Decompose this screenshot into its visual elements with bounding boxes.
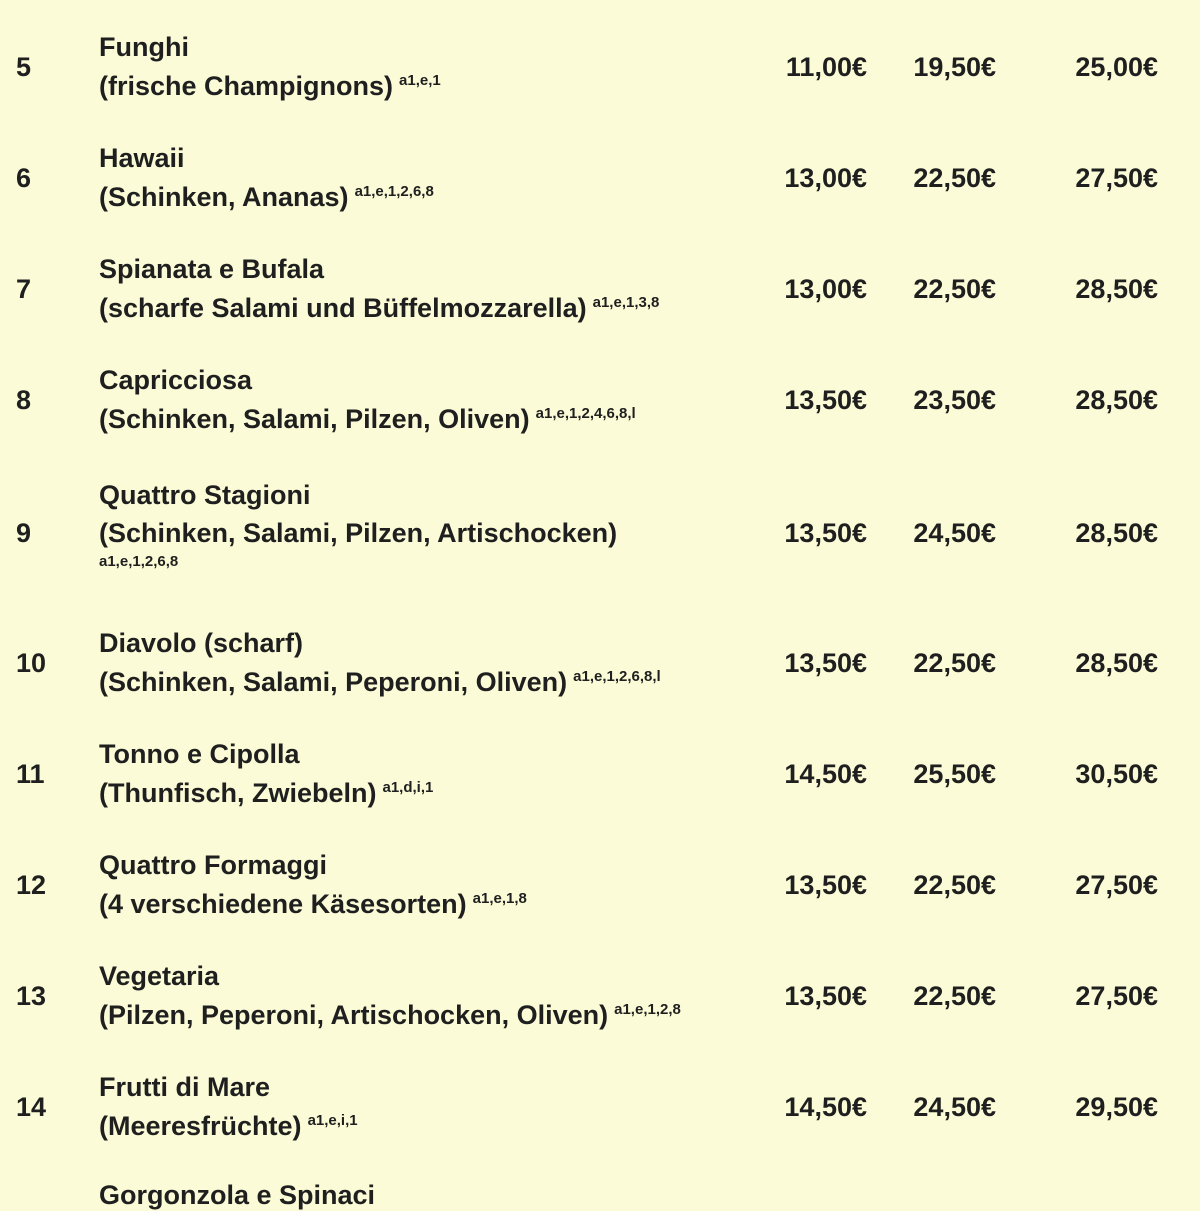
- price-small: 13,50€: [784, 385, 867, 415]
- price-medium: 23,50€: [913, 385, 996, 415]
- allergen-codes: a1,e,1,2,8: [614, 1001, 681, 1018]
- price-small: 13,50€: [784, 648, 867, 678]
- price-small: 13,00€: [784, 163, 867, 193]
- item-name: Vegetaria: [99, 961, 220, 991]
- item-description: [99, 888, 527, 925]
- price-medium: 19,50€: [913, 52, 996, 82]
- item-number: 5: [16, 52, 32, 82]
- item-description: [99, 181, 434, 218]
- price-medium: 22,50€: [913, 648, 996, 678]
- item-description: [99, 70, 441, 107]
- item-description: (Schinken, Salami, Pilzen, Artischocken): [99, 518, 618, 548]
- price-small: 13,50€: [784, 870, 867, 900]
- item-number: 14: [16, 1092, 47, 1122]
- price-medium: 22,50€: [913, 274, 996, 304]
- price-large: 28,50€: [1075, 274, 1158, 304]
- price-large: 30,50€: [1075, 759, 1158, 789]
- item-name: Gorgonzola e Spinaci: [99, 1180, 376, 1210]
- price-large: 25,00€: [1075, 52, 1158, 82]
- item-number: 13: [16, 981, 47, 1011]
- allergen-codes: a1,d,i,1: [382, 779, 434, 796]
- item-name: Tonno e Cipolla: [99, 739, 300, 769]
- price-large: 28,50€: [1075, 518, 1158, 548]
- price-small: 14,50€: [784, 759, 867, 789]
- price-small: 13,50€: [784, 981, 867, 1011]
- price-large: 27,50€: [1075, 870, 1158, 900]
- item-description: [99, 999, 681, 1036]
- price-small: 14,50€: [784, 1092, 867, 1122]
- allergen-codes: a1,e,1,8: [472, 890, 527, 907]
- allergen-codes: a1,e,1,3,8: [592, 294, 660, 311]
- price-large: 28,50€: [1075, 385, 1158, 415]
- item-description-text: (4 verschiedene Käsesorten): [99, 889, 467, 919]
- price-large: 29,50€: [1075, 1092, 1158, 1122]
- allergen-codes: a1,e,1,2,6,8: [99, 553, 179, 570]
- item-number: 8: [16, 385, 32, 415]
- allergen-codes: a1,e,1: [399, 72, 441, 89]
- item-description-text: (Meeresfrüchte): [99, 1111, 302, 1141]
- allergen-codes: a1,e,1,2,6,8,l: [573, 668, 661, 685]
- item-number: 11: [16, 759, 45, 789]
- allergen-codes: a1,e,1,2,6,8: [354, 183, 434, 200]
- price-large: 27,50€: [1075, 163, 1158, 193]
- item-number: 9: [16, 518, 32, 548]
- price-large: 27,50€: [1075, 981, 1158, 1011]
- price-medium: 22,50€: [913, 163, 996, 193]
- item-name: Hawaii: [99, 143, 185, 173]
- allergen-codes: a1,e,1,2,4,6,8,l: [535, 405, 636, 422]
- item-description-text: (frische Champignons): [99, 71, 394, 101]
- price-medium: 22,50€: [913, 981, 996, 1011]
- item-name: Diavolo (scharf): [99, 628, 304, 658]
- allergen-codes: a1,e,i,1: [307, 1112, 358, 1129]
- price-medium: 25,50€: [913, 759, 996, 789]
- item-name: Capricciosa: [99, 365, 253, 395]
- item-description-text: (Thunfisch, Zwiebeln): [99, 778, 377, 808]
- item-description: [99, 292, 659, 329]
- price-medium: 22,50€: [913, 870, 996, 900]
- item-description-text: (scharfe Salami und Büffelmozzarella): [99, 293, 587, 323]
- item-description-text: (Schinken, Salami, Pilzen, Oliven): [99, 404, 530, 434]
- price-large: 28,50€: [1075, 648, 1158, 678]
- price-small: 11,00€: [785, 52, 867, 82]
- item-name: Funghi: [99, 32, 189, 62]
- price-medium: 24,50€: [913, 1092, 996, 1122]
- item-description-text: (Pilzen, Peperoni, Artischocken, Oliven): [99, 1000, 609, 1030]
- item-name: Frutti di Mare: [99, 1072, 271, 1102]
- price-small: 13,00€: [784, 274, 867, 304]
- price-small: 13,50€: [784, 518, 867, 548]
- item-name: Quattro Stagioni: [99, 480, 311, 510]
- price-medium: 24,50€: [913, 518, 996, 548]
- item-description: [99, 777, 433, 814]
- item-description-text: (Schinken, Ananas): [99, 182, 349, 212]
- item-name: Spianata e Bufala: [99, 254, 325, 284]
- item-name: Quattro Formaggi: [99, 850, 327, 880]
- item-description: [99, 403, 636, 440]
- item-description: [99, 666, 661, 703]
- item-description-text: (Schinken, Salami, Peperoni, Oliven): [99, 667, 568, 697]
- item-number: 6: [16, 163, 32, 193]
- item-description: [99, 1110, 358, 1147]
- item-number: 7: [16, 274, 32, 304]
- item-number: 10: [16, 648, 47, 678]
- item-number: 12: [16, 870, 47, 900]
